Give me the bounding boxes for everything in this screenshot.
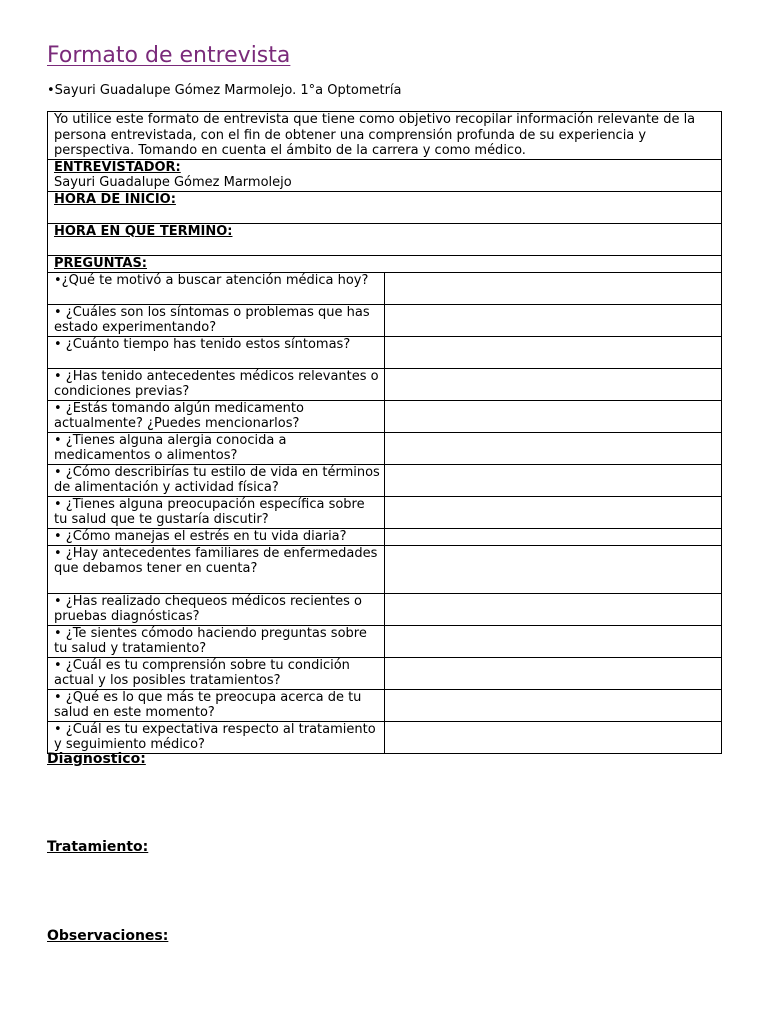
question-row (48, 368, 722, 400)
start-time-label: HORA DE INICIO: (54, 191, 176, 207)
answer-cell[interactable] (385, 545, 722, 593)
question-text: • ¿Cuáles son los síntomas o problemas que has estado experimentando? (48, 304, 385, 336)
question-text: • ¿Cómo manejas el estrés en tu vida diaria? (48, 528, 385, 545)
question-text: •¿Qué te motivó a buscar atención médica hoy? (48, 272, 385, 304)
answer-cell[interactable] (385, 496, 722, 528)
answer-cell[interactable] (385, 272, 722, 304)
question-row (48, 432, 722, 464)
question-text: • ¿Qué es lo que más te preocupa acerca de tu salud en este momento? (48, 689, 385, 721)
answer-cell[interactable] (385, 432, 722, 464)
start-time-cell[interactable] (48, 191, 722, 223)
question-text: • ¿Has realizado chequeos médicos recientes o pruebas diagnósticas? (48, 593, 385, 625)
answer-cell[interactable] (385, 689, 722, 721)
end-time-cell[interactable] (48, 223, 722, 255)
question-text: • ¿Tienes alguna preocupación específica sobre tu salud que te gustaría discutir? (48, 496, 385, 528)
interviewer-cell[interactable] (48, 159, 722, 191)
answer-cell[interactable] (385, 657, 722, 689)
answer-cell[interactable] (385, 464, 722, 496)
question-row (48, 464, 722, 496)
author-line: •Sayuri Guadalupe Gómez Marmolejo. 1°a Optometría (47, 83, 402, 98)
question-row (48, 304, 722, 336)
treatment-heading: Tratamiento: (47, 839, 149, 855)
answer-cell[interactable] (385, 625, 722, 657)
question-row (48, 272, 722, 304)
question-row (48, 657, 722, 689)
answer-cell[interactable] (385, 400, 722, 432)
question-text: • ¿Cuánto tiempo has tenido estos síntomas? (48, 336, 385, 368)
question-text: • ¿Cuál es tu comprensión sobre tu condición actual y los posibles tratamientos? (48, 657, 385, 689)
answer-cell[interactable] (385, 721, 722, 753)
answer-cell[interactable] (385, 528, 722, 545)
question-row (48, 336, 722, 368)
answer-cell[interactable] (385, 368, 722, 400)
question-text: • ¿Tienes alguna alergia conocida a medicamentos o alimentos? (48, 432, 385, 464)
answer-cell[interactable] (385, 593, 722, 625)
question-row (48, 545, 722, 593)
end-time-label: HORA EN QUE TERMINO: (54, 223, 233, 239)
questions-label: PREGUNTAS: (54, 255, 148, 271)
intro-cell (48, 112, 722, 160)
question-text: • ¿Hay antecedentes familiares de enfermedades que debamos tener en cuenta? (48, 545, 385, 593)
diagnosis-heading: Diagnostico: (47, 751, 146, 767)
answer-cell[interactable] (385, 336, 722, 368)
question-text: • ¿Cuál es tu expectativa respecto al tratamiento y seguimiento médico? (48, 721, 385, 753)
question-row (48, 496, 722, 528)
question-row (48, 689, 722, 721)
answer-cell[interactable] (385, 304, 722, 336)
question-text: • ¿Has tenido antecedentes médicos relevantes o condiciones previas? (48, 368, 385, 400)
interview-form-table (47, 111, 722, 754)
question-row (48, 721, 722, 753)
question-row (48, 625, 722, 657)
question-text: • ¿Estás tomando algún medicamento actualmente? ¿Puedes mencionarlos? (48, 400, 385, 432)
interviewer-name: Sayuri Guadalupe Gómez Marmolejo (54, 175, 292, 190)
observations-heading: Observaciones: (47, 928, 169, 944)
question-text: • ¿Te sientes cómodo haciendo preguntas sobre tu salud y tratamiento? (48, 625, 385, 657)
question-text: • ¿Cómo describirías tu estilo de vida en términos de alimentación y actividad física? (48, 464, 385, 496)
question-row (48, 400, 722, 432)
question-row (48, 593, 722, 625)
interviewer-label: ENTREVISTADOR: (54, 159, 181, 175)
questions-header-cell (48, 255, 722, 272)
intro-text: Yo utilice este formato de entrevista que tiene como objetivo recopilar información relevante de la persona entrevistada, con el fin de obtener una comprensión profunda de su experiencia y perspectiva. Tomando en cuenta el ámbito de la carrera y como médico. (54, 112, 696, 158)
question-row (48, 528, 722, 545)
document-title: Formato de entrevista (47, 43, 291, 68)
